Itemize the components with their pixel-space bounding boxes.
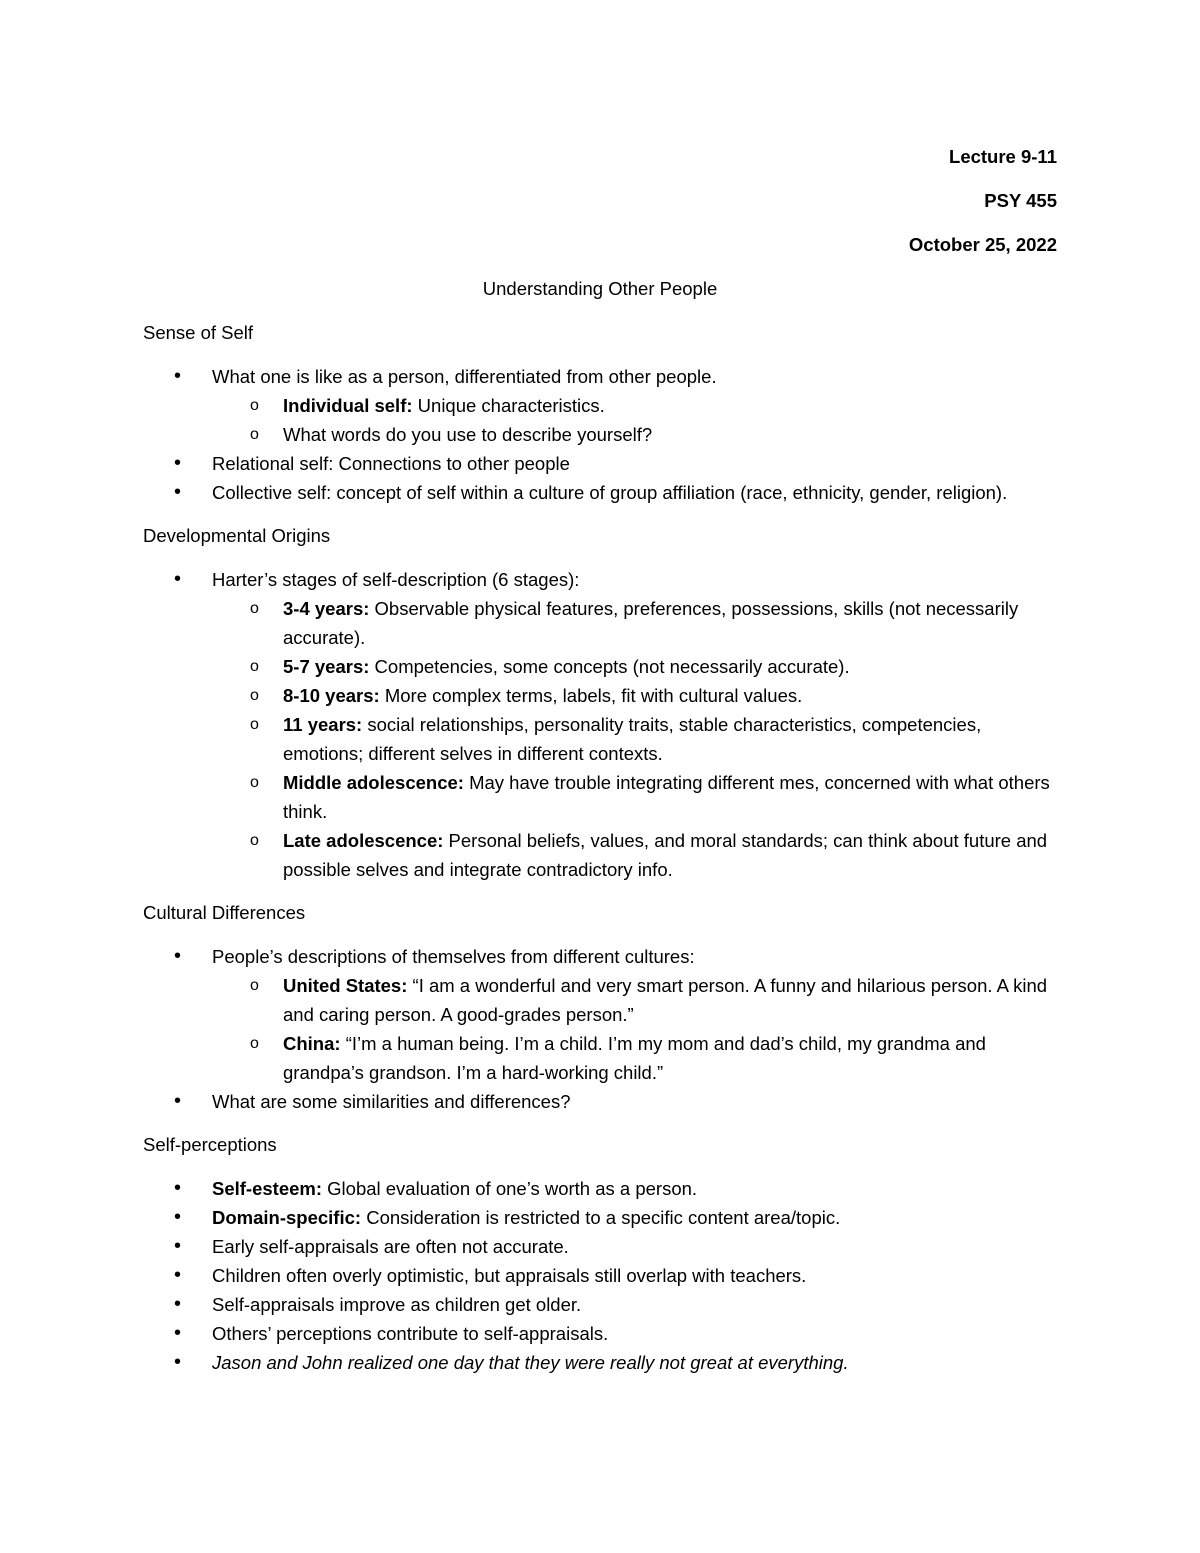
section-heading-cultural-differences: Cultural Differences: [143, 902, 306, 923]
list-item: [143, 565, 1057, 884]
stage-item: [212, 826, 1057, 884]
list-item: [143, 1261, 1057, 1290]
stage-item: [212, 710, 1057, 768]
section-heading-self-perceptions: Self-perceptions: [143, 1134, 277, 1155]
list-item: [143, 1348, 1057, 1377]
date-label: October 25, 2022: [908, 234, 1057, 255]
stage-label: Late adolescence:: [283, 830, 444, 851]
list-item-text: Early self-appraisals are often not accurate.: [212, 1236, 569, 1257]
list-item-text: Self-appraisals improve as children get older.: [212, 1294, 582, 1315]
sub-list: [212, 971, 1057, 1087]
term-label: Domain-specific:: [212, 1207, 362, 1228]
quote-text: “I am a wonderful and very smart person. A funny and hilarious person. A kind and caring person. A good-grades person.”: [283, 975, 1048, 1025]
sense-of-self-list: [143, 362, 1057, 507]
list-item-text: What one is like as a person, differentiated from other people.: [212, 366, 717, 387]
list-item: [143, 942, 1057, 1087]
sub-list-item: [212, 971, 1057, 1029]
term-text: Consideration is restricted to a specific content area/topic.: [361, 1207, 841, 1228]
list-item: [143, 1203, 1057, 1232]
sub-list-item: [212, 1029, 1057, 1087]
list-item-text-italic: Jason and John realized one day that they were really not great at everything.: [212, 1352, 849, 1373]
sub-list-item: [212, 391, 1057, 420]
stage-item: [212, 652, 1057, 681]
list-item-text: Collective self: concept of self within a culture of group affiliation (race, ethnicity, gender, religion).: [212, 482, 1008, 503]
document-title: Understanding Other People: [482, 278, 718, 299]
stage-text: social relationships, personality traits, stable characteristics, competencies, emotions; different selves in different contexts.: [283, 714, 982, 764]
course-label: PSY 455: [984, 190, 1057, 211]
list-item-text: Relational self: Connections to other people: [212, 453, 570, 474]
section-heading-sense-of-self: Sense of Self: [143, 322, 254, 343]
sub-list: [212, 391, 1057, 449]
stage-text: Competencies, some concepts (not necessarily accurate).: [369, 656, 850, 677]
list-item: [143, 1319, 1057, 1348]
sub-list-item-text: What words do you use to describe yourself?: [283, 424, 653, 445]
list-item: [143, 1232, 1057, 1261]
section-heading-developmental-origins: Developmental Origins: [143, 525, 331, 546]
list-item-text: Others’ perceptions contribute to self-appraisals.: [212, 1323, 609, 1344]
stage-item: [212, 681, 1057, 710]
list-item: [143, 449, 1057, 478]
country-label: United States:: [283, 975, 408, 996]
list-item-text: Harter’s stages of self-description (6 stages):: [212, 569, 580, 590]
stage-label: 11 years:: [283, 714, 363, 735]
list-item: [143, 1087, 1057, 1116]
lecture-label: Lecture 9-11: [949, 146, 1057, 167]
term-label: Individual self:: [283, 395, 413, 416]
developmental-origins-list: [143, 565, 1057, 884]
stage-text: More complex terms, labels, fit with cultural values.: [379, 685, 803, 706]
sub-list-item: [212, 420, 1057, 449]
stage-text: Observable physical features, preferences, possessions, skills (not necessarily accurate).: [283, 598, 1019, 648]
list-item-text: People’s descriptions of themselves from different cultures:: [212, 946, 695, 967]
list-item-text: Children often overly optimistic, but appraisals still overlap with teachers.: [212, 1265, 807, 1286]
term-text: Global evaluation of one’s worth as a person.: [322, 1178, 698, 1199]
stage-label: 8-10 years:: [283, 685, 380, 706]
term-label: Self-esteem:: [212, 1178, 323, 1199]
term-text: Unique characteristics.: [412, 395, 605, 416]
country-label: China:: [283, 1033, 341, 1054]
stage-text: May have trouble integrating different mes, concerned with what others think.: [283, 772, 1050, 822]
stage-item: [212, 594, 1057, 652]
list-item: [143, 362, 1057, 449]
stage-label: 5-7 years:: [283, 656, 370, 677]
stages-list: [212, 594, 1057, 884]
stage-label: 3-4 years:: [283, 598, 370, 619]
cultural-differences-list: [143, 942, 1057, 1116]
list-item: [143, 1174, 1057, 1203]
stage-item: [212, 768, 1057, 826]
stage-label: Middle adolescence:: [283, 772, 464, 793]
list-item: [143, 478, 1057, 507]
list-item-text: What are some similarities and differences?: [212, 1091, 571, 1112]
stage-text: Personal beliefs, values, and moral standards; can think about future and possible selves and integrate contradictory info.: [283, 830, 1048, 880]
self-perceptions-list: [143, 1174, 1057, 1377]
quote-text: “I’m a human being. I’m a child. I’m my mom and dad’s child, my grandma and grandpa’s grandson. I’m a hard-working child.”: [283, 1033, 986, 1083]
list-item: [143, 1290, 1057, 1319]
